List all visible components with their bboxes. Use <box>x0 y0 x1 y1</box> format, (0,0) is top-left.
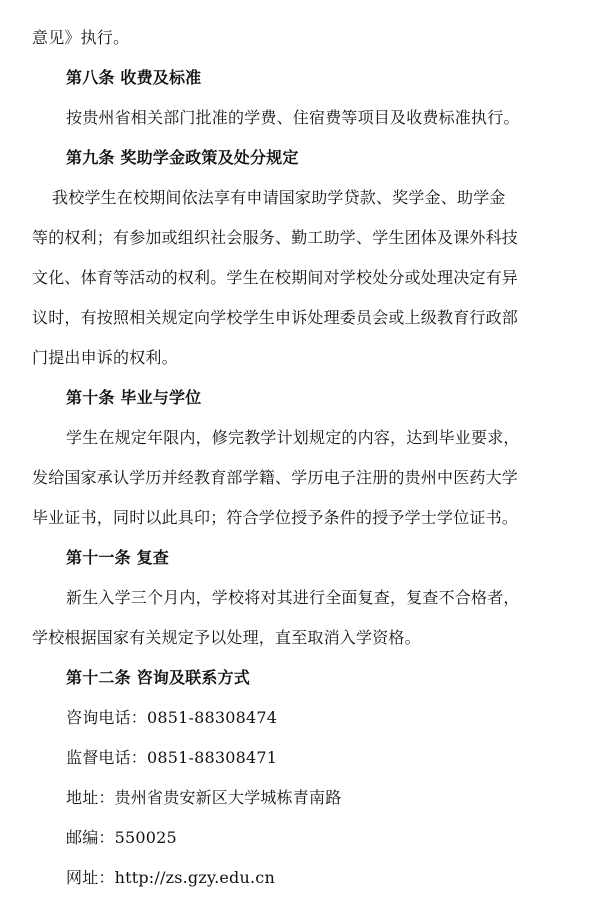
postcode-line: 邮编：550025 <box>66 828 177 847</box>
paragraph-line: 按贵州省相关部门批准的学费、住宿费等项目及收费标准执行。 <box>66 108 520 127</box>
website-line: 网址：http://zs.gzy.edu.cn <box>66 868 275 887</box>
section-heading-10: 第十条 毕业与学位 <box>66 388 202 407</box>
address-line: 地址：贵州省贵安新区大学城栋青南路 <box>66 788 342 807</box>
paragraph-line: 文化、体育等活动的权利。学生在校期间对学校处分或处理决定有异 <box>32 268 519 287</box>
section-heading-8: 第八条 收费及标准 <box>66 68 202 87</box>
section-heading-11: 第十一条 复查 <box>66 548 169 567</box>
paragraph-line: 学校根据国家有关规定予以处理，直至取消入学资格。 <box>32 628 421 647</box>
paragraph-line: 发给国家承认学历并经教育部学籍、学历电子注册的贵州中医药大学 <box>32 468 519 487</box>
paragraph-line: 等的权利；有参加或组织社会服务、勤工助学、学生团体及课外科技 <box>32 228 519 247</box>
section-heading-9: 第九条 奖助学金政策及处分规定 <box>66 148 299 167</box>
paragraph-line: 我校学生在校期间依法享有申请国家助学贷款、奖学金、助学金 <box>52 188 506 207</box>
paragraph-line: 门提出申诉的权利。 <box>32 348 178 367</box>
paragraph-line: 学生在规定年限内，修完教学计划规定的内容，达到毕业要求， <box>66 428 520 447</box>
paragraph-line: 新生入学三个月内，学校将对其进行全面复查，复查不合格者， <box>66 588 520 607</box>
paragraph-line: 毕业证书，同时以此具印；符合学位授予条件的授予学士学位证书。 <box>32 508 519 527</box>
paragraph-line: 议时，有按照相关规定向学校学生申诉处理委员会或上级教育行政部 <box>32 308 519 327</box>
section-heading-12: 第十二条 咨询及联系方式 <box>66 668 250 687</box>
paragraph-line: 意见》执行。 <box>32 28 130 47</box>
contact-phone: 咨询电话：0851-88308474 <box>66 708 278 727</box>
supervision-phone: 监督电话：0851-88308471 <box>66 748 278 767</box>
